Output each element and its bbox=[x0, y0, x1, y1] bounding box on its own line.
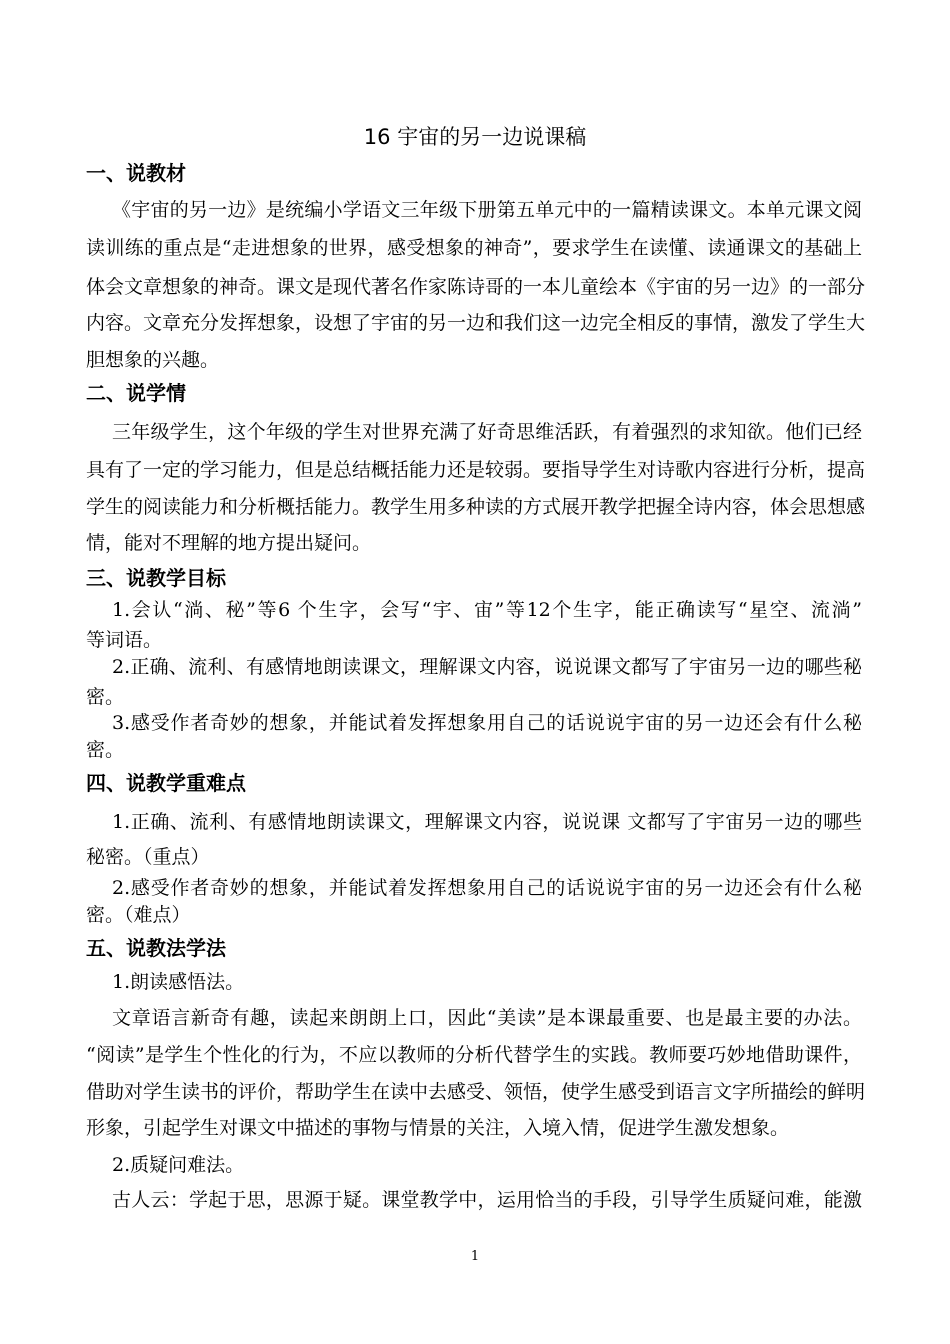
paragraph-line: 胆想象的兴趣。 bbox=[86, 349, 220, 371]
paragraph-line: 情，能对不理解的地方提出疑问。 bbox=[86, 532, 372, 554]
method-line: 借助对学生读书的评价，帮助学生在读中去感受、领悟，使学生感受到语言文字所描绘的鲜明 bbox=[86, 1081, 866, 1103]
method-line: 古人云：学起于思，思源于疑。课堂教学中，运用恰当的手段，引导学生质疑问难，能激 bbox=[112, 1189, 862, 1211]
paragraph-line: 三年级学生，这个年级的学生对世界充满了好奇思维活跃，有着强烈的求知欲。他们已经 bbox=[112, 421, 862, 443]
method-line: “阅读”是学生个性化的行为，不应以教师的分析代替学生的实践。教师要巧妙地借助课件， bbox=[86, 1044, 862, 1066]
goal-line: 3.感受作者奇妙的想象，并能试着发挥想象用自己的话说说宇宙的另一边还会有什么秘 bbox=[112, 712, 862, 734]
paragraph-line: 《宇宙的另一边》是统编小学语文三年级下册第五单元中的一篇精读课文。本单元课文阅 bbox=[112, 199, 862, 221]
goal-line: 密。 bbox=[86, 686, 125, 708]
method-line: 2.质疑问难法。 bbox=[112, 1154, 245, 1176]
key-point-line: 2.感受作者奇妙的想象，并能试着发挥想象用自己的话说说宇宙的另一边还会有什么秘 bbox=[112, 877, 862, 899]
paragraph-line: 体会文章想象的神奇。课文是现代著名作家陈诗哥的一本儿童绘本《宇宙的另一边》的一部分 bbox=[86, 276, 866, 298]
paragraph-line: 读训练的重点是“走进想象的世界，感受想象的神奇”，要求学生在读懂、读通课文的基础上 bbox=[86, 237, 862, 259]
section-heading: 四、说教学重难点 bbox=[86, 771, 246, 795]
goal-line: 等词语。 bbox=[86, 629, 163, 651]
goal-line: 2.正确、流利、有感情地朗读课文，理解课文内容，说说课文都写了宇宙另一边的哪些秘 bbox=[112, 656, 862, 678]
goal-line: 1.会认“淌、秘”等6 个生字，会写“宇、宙”等12个生字，能正确读写“星空、流淌” bbox=[112, 599, 862, 621]
goal-line: 密。 bbox=[86, 739, 125, 761]
key-point-line: 密。（难点） bbox=[86, 904, 191, 926]
section-heading: 二、说学情 bbox=[86, 381, 186, 405]
document-title: 16 宇宙的另一边说课稿 bbox=[363, 125, 587, 149]
paragraph-line: 学生的阅读能力和分析概括能力。教学生用多种读的方式展开教学把握全诗内容，体会思想感 bbox=[86, 496, 866, 518]
section-heading: 一、说教材 bbox=[86, 161, 186, 185]
key-point-line: 1.正确、流利、有感情地朗读课文，理解课文内容，说说课 文都写了宇宙另一边的哪些 bbox=[112, 811, 862, 833]
page-number: 1 bbox=[470, 1249, 480, 1264]
paragraph-line: 具有了一定的学习能力，但是总结概括能力还是较弱。要指导学生对诗歌内容进行分析，提高 bbox=[86, 459, 866, 481]
method-line: 形象，引起学生对课文中描述的事物与情景的关注，入境入情，促进学生激发想象。 bbox=[86, 1117, 790, 1139]
method-line: 文章语言新奇有趣，读起来朗朗上口，因此“美读”是本课最重要、也是最主要的办法。 bbox=[112, 1007, 862, 1029]
paragraph-line: 内容。文章充分发挥想象，设想了宇宙的另一边和我们这一边完全相反的事情，激发了学生大 bbox=[86, 312, 866, 334]
key-point-line: 秘密。（重点） bbox=[86, 846, 210, 868]
section-heading: 三、说教学目标 bbox=[86, 566, 226, 590]
method-line: 1.朗读感悟法。 bbox=[112, 971, 245, 993]
section-heading: 五、说教法学法 bbox=[86, 936, 226, 960]
